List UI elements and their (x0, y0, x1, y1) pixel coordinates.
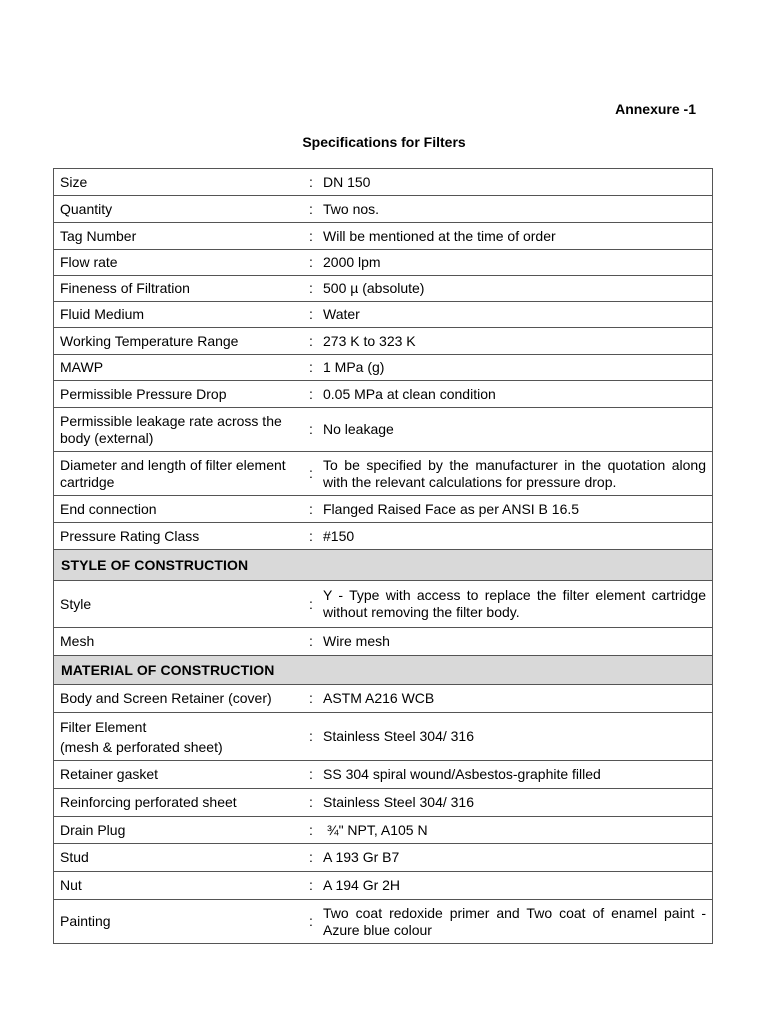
row-label: Working Temperature Range (54, 328, 306, 355)
row-value: Two coat redoxide primer and Two coat of enamel paint - Azure blue colour (317, 900, 713, 944)
row-value: A 194 Gr 2H (317, 872, 713, 900)
section-header-material (54, 656, 713, 685)
row-label: Style (54, 581, 306, 628)
row-label: Painting (54, 900, 306, 944)
row-value: Wire mesh (317, 628, 713, 656)
row-colon: : (305, 523, 317, 550)
row-label: Diameter and length of filter element cartridge (54, 452, 306, 496)
row-colon: : (305, 169, 317, 196)
table-row (54, 355, 713, 381)
table-row (54, 789, 713, 817)
row-label: Pressure Rating Class (54, 523, 306, 550)
table-row (54, 844, 713, 872)
row-label: Flow rate (54, 250, 306, 276)
table-row (54, 628, 713, 656)
table-row (54, 328, 713, 355)
row-label: Quantity (54, 196, 306, 223)
row-label: Permissible Pressure Drop (54, 381, 306, 408)
table-row (54, 452, 713, 496)
document-title: Specifications for Filters (302, 134, 466, 150)
row-label: Size (54, 169, 306, 196)
row-value: 0.05 MPa at clean condition (317, 381, 713, 408)
row-colon: : (305, 581, 317, 628)
row-colon: : (305, 381, 317, 408)
row-label: Mesh (54, 628, 306, 656)
row-value: Flanged Raised Face as per ANSI B 16.5 (317, 496, 713, 523)
row-colon: : (305, 713, 317, 761)
table-row (54, 872, 713, 900)
row-label: Filter Element (60, 718, 147, 735)
table-row (54, 381, 713, 408)
row-label: End connection (54, 496, 306, 523)
row-value: 273 K to 323 K (317, 328, 713, 355)
row-value: No leakage (317, 408, 713, 452)
row-colon: : (305, 223, 317, 250)
row-colon: : (305, 628, 317, 656)
table-row (54, 713, 713, 761)
row-value: SS 304 spiral wound/Asbestos-graphite filled (317, 761, 713, 789)
row-colon: : (305, 872, 317, 900)
table-row (54, 581, 713, 628)
row-value: ASTM A216 WCB (317, 685, 713, 713)
row-value: 2000 lpm (317, 250, 713, 276)
row-colon: : (305, 844, 317, 872)
table-row (54, 496, 713, 523)
row-value: A 193 Gr B7 (317, 844, 713, 872)
row-colon: : (305, 789, 317, 817)
row-colon: : (305, 817, 317, 844)
row-label: Retainer gasket (54, 761, 306, 789)
row-colon: : (305, 452, 317, 496)
row-value: Stainless Steel 304/ 316 (317, 789, 713, 817)
row-label: Tag Number (54, 223, 306, 250)
table-row (54, 900, 713, 944)
row-label: Fineness of Filtration (54, 276, 306, 302)
table-row (54, 169, 713, 196)
row-value: #150 (317, 523, 713, 550)
row-label: Nut (54, 872, 306, 900)
table-row (54, 276, 713, 302)
specifications-table (53, 168, 713, 944)
row-value: To be specified by the manufacturer in the quotation along with the relevant calculations for pressure drop. (317, 452, 713, 496)
row-colon: : (305, 355, 317, 381)
row-value: Water (317, 302, 713, 328)
table-row (54, 196, 713, 223)
section-heading: STYLE OF CONSTRUCTION (54, 550, 713, 581)
row-label: Permissible leakage rate across the body (external) (54, 408, 306, 452)
row-value: 1 MPa (g) (317, 355, 713, 381)
table-row (54, 223, 713, 250)
row-colon: : (305, 196, 317, 223)
row-colon: : (305, 496, 317, 523)
table-row (54, 761, 713, 789)
row-label: MAWP (54, 355, 306, 381)
row-value: 500 µ (absolute) (317, 276, 713, 302)
row-colon: : (305, 276, 317, 302)
row-label-sub: (mesh & perforated sheet) (60, 738, 223, 755)
row-label: Body and Screen Retainer (cover) (54, 685, 306, 713)
row-value: Y - Type with access to replace the filter element cartridge without removing the filter body. (317, 581, 713, 628)
section-heading: MATERIAL OF CONSTRUCTION (54, 656, 713, 685)
row-colon: : (305, 900, 317, 944)
row-value: Stainless Steel 304/ 316 (317, 713, 713, 761)
row-colon: : (305, 761, 317, 789)
table-row (54, 302, 713, 328)
row-colon: : (305, 328, 317, 355)
row-label: Fluid Medium (54, 302, 306, 328)
row-label: Drain Plug (54, 817, 306, 844)
row-value: Will be mentioned at the time of order (317, 223, 713, 250)
table-row (54, 817, 713, 844)
row-value: DN 150 (317, 169, 713, 196)
table-row (54, 250, 713, 276)
annexure-label: Annexure -1 (615, 101, 696, 117)
table-row (54, 685, 713, 713)
table-row (54, 408, 713, 452)
section-header-style (54, 550, 713, 581)
row-label: Reinforcing perforated sheet (54, 789, 306, 817)
row-value: Two nos. (317, 196, 713, 223)
row-colon: : (305, 685, 317, 713)
row-colon: : (305, 408, 317, 452)
row-label: Stud (54, 844, 306, 872)
row-colon: : (305, 302, 317, 328)
row-value: ¾" NPT, A105 N (317, 817, 713, 844)
row-label-multi (54, 713, 306, 761)
table-row (54, 523, 713, 550)
row-colon: : (305, 250, 317, 276)
